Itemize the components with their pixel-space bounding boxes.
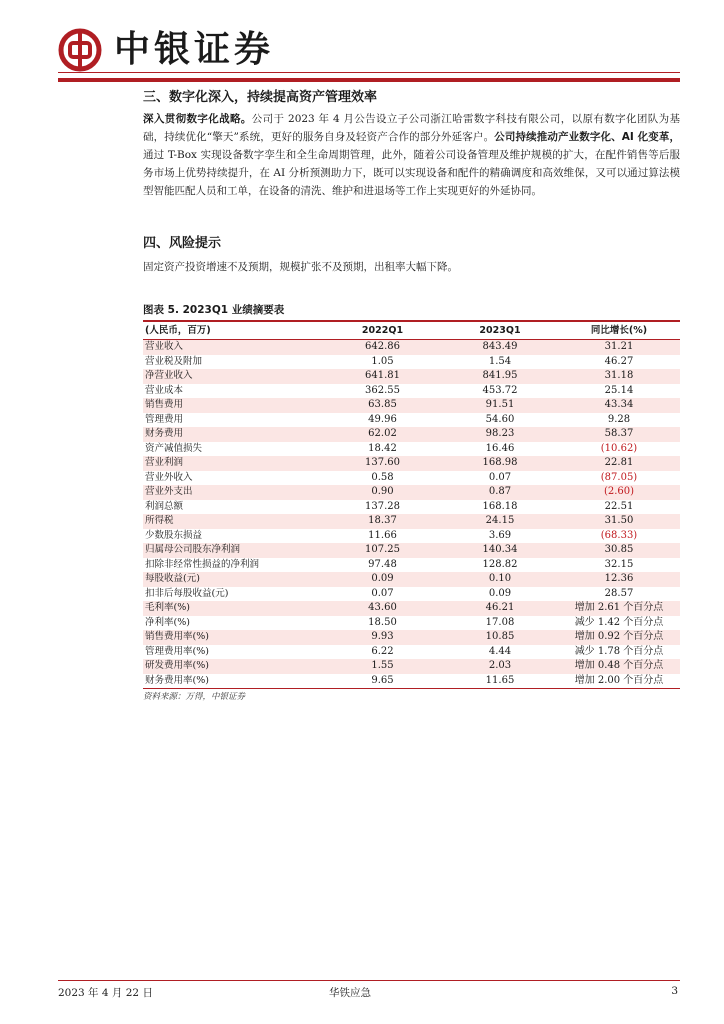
header-unit: (人民币，百万) <box>143 323 323 340</box>
row-label: 净营业收入 <box>143 369 323 384</box>
table-row <box>143 558 680 573</box>
row-label: 销售费用 <box>143 398 323 413</box>
value-2022q1: 0.09 <box>323 572 442 587</box>
footer-page-number: 3 <box>671 985 678 997</box>
value-2022q1: 63.85 <box>323 398 442 413</box>
value-2023q1: 10.85 <box>442 630 558 645</box>
value-2022q1: 362.55 <box>365 384 400 396</box>
table-title: 图表 5. 2023Q1 业绩摘要表 <box>143 302 680 322</box>
value-2023q1: 0.09 <box>488 587 512 599</box>
header-2022q1: 2022Q1 <box>323 323 442 340</box>
value-2023q1: 841.95 <box>442 369 558 384</box>
value-2022q1: 137.60 <box>323 456 442 471</box>
value-2022q1: 6.22 <box>371 645 394 657</box>
value-yoy: 43.34 <box>558 398 680 413</box>
value-2022q1: 642.86 <box>323 340 442 355</box>
q1-summary-table <box>143 323 680 689</box>
value-2023q1: 843.49 <box>442 340 558 355</box>
value-yoy: 22.51 <box>604 500 634 512</box>
value-2023q1: 0.87 <box>442 485 558 500</box>
row-label: 营业外支出 <box>143 485 323 500</box>
table-source: 资料来源：万得，中银证券 <box>143 692 246 702</box>
value-2022q1: 0.58 <box>371 471 394 483</box>
row-label: 营业外收入 <box>145 471 193 483</box>
value-yoy: 22.81 <box>558 456 680 471</box>
value-2023q1: 4.44 <box>488 645 512 657</box>
value-2023q1: 128.82 <box>482 558 518 570</box>
table-row <box>143 398 680 413</box>
table-row <box>143 616 680 631</box>
p1-bold-lead: 深入贯彻数字化战略。 <box>143 113 252 125</box>
table-row <box>143 645 680 660</box>
value-2023q1: 91.51 <box>442 398 558 413</box>
row-label: 净利率(%) <box>145 616 190 628</box>
row-label: 每股收益(元) <box>143 572 323 587</box>
row-label: 扣非后每股收益(元) <box>145 587 229 599</box>
row-label: 销售费用率(%) <box>143 630 323 645</box>
value-yoy: (87.05) <box>600 471 638 483</box>
value-2022q1: 62.02 <box>323 427 442 442</box>
value-2022q1: 18.50 <box>368 616 397 628</box>
header-2023q1: 2023Q1 <box>442 323 558 340</box>
value-yoy: 25.14 <box>604 384 634 396</box>
row-label: 营业税及附加 <box>145 355 203 367</box>
row-label: 管理费用 <box>145 413 184 425</box>
value-yoy: (10.62) <box>600 442 638 454</box>
table-row <box>143 456 680 471</box>
table-row <box>143 601 680 616</box>
bank-of-china-logo-icon <box>58 28 102 72</box>
table-row <box>143 427 680 442</box>
section-3-paragraph <box>143 110 680 200</box>
value-yoy: 9.28 <box>607 413 631 425</box>
row-label: 所得税 <box>143 514 323 529</box>
value-2023q1: 168.18 <box>482 500 518 512</box>
value-yoy: 46.27 <box>604 355 634 367</box>
value-2022q1: 9.93 <box>323 630 442 645</box>
value-yoy: (68.33) <box>600 529 638 541</box>
header-yoy: 同比增长(%) <box>558 323 680 340</box>
row-label: 利润总额 <box>145 500 184 512</box>
section-3-title: 三、数字化深入，持续提高资产管理效率 <box>143 90 378 105</box>
table-row <box>143 413 680 428</box>
table-row <box>143 587 680 602</box>
table-row <box>143 630 680 645</box>
row-label: 少数股东损益 <box>145 529 203 541</box>
header-rule-thin <box>58 72 680 73</box>
table-row <box>143 340 680 355</box>
value-2022q1: 43.60 <box>323 601 442 616</box>
value-2023q1: 0.07 <box>488 471 512 483</box>
table-row <box>143 659 680 674</box>
value-2023q1: 140.34 <box>442 543 558 558</box>
value-2022q1: 0.90 <box>323 485 442 500</box>
value-2022q1: 107.25 <box>323 543 442 558</box>
value-2022q1: 0.07 <box>371 587 394 599</box>
table-row <box>143 384 680 399</box>
value-2022q1: 18.42 <box>368 442 397 454</box>
value-2022q1: 1.05 <box>371 355 394 367</box>
table-row <box>143 369 680 384</box>
value-yoy: 31.18 <box>558 369 680 384</box>
row-label: 毛利率(%) <box>143 601 323 616</box>
value-yoy: 减少 1.78 个百分点 <box>574 645 664 657</box>
value-2023q1: 2.03 <box>442 659 558 674</box>
value-yoy: (2.60) <box>558 485 680 500</box>
value-2023q1: 98.23 <box>442 427 558 442</box>
value-2023q1: 54.60 <box>485 413 515 425</box>
row-label: 资产减值损失 <box>145 442 203 454</box>
table-row <box>143 485 680 500</box>
value-2023q1: 46.21 <box>442 601 558 616</box>
value-yoy: 12.36 <box>558 572 680 587</box>
value-2022q1: 18.37 <box>323 514 442 529</box>
value-yoy: 减少 1.42 个百分点 <box>574 616 664 628</box>
value-2023q1: 17.08 <box>485 616 515 628</box>
value-2023q1: 1.54 <box>488 355 512 367</box>
value-2023q1: 11.65 <box>442 674 558 689</box>
row-label: 扣除非经常性损益的净利润 <box>145 558 260 570</box>
value-yoy: 增加 2.00 个百分点 <box>558 674 680 689</box>
row-label: 管理费用率(%) <box>145 645 209 657</box>
table-row <box>143 543 680 558</box>
value-2022q1: 11.66 <box>368 529 397 541</box>
table-row <box>143 529 680 544</box>
p2-text: 通过 T-Box 实现设备数字孪生和全生命周期管理，此外，随着公司设备管理及维护规模的扩大，在配件销售等后服务市场上优势持续提升，在 AI 分析预测助力下，既可以实现设备和配件的精确调度和高效维保，又可以通过算法模型智能匹配人员和工单，在设备的清洗、维护和进退场等工作上实现更好的外延协同。 <box>143 149 680 197</box>
risk-text: 固定资产投资增速不及预期，规模扩张不及预期，出租率大幅下降。 <box>143 261 458 273</box>
value-2022q1: 9.65 <box>323 674 442 689</box>
value-2023q1: 168.98 <box>442 456 558 471</box>
table-row <box>143 514 680 529</box>
header-rule-thick <box>58 78 680 82</box>
table-row <box>143 572 680 587</box>
row-label: 营业利润 <box>143 456 323 471</box>
value-2022q1: 49.96 <box>368 413 397 425</box>
footer-rule <box>58 980 680 981</box>
row-label: 财务费用 <box>143 427 323 442</box>
page-header <box>0 0 724 86</box>
value-2022q1: 641.81 <box>323 369 442 384</box>
row-label: 归属母公司股东净利润 <box>143 543 323 558</box>
row-label: 营业成本 <box>145 384 184 396</box>
table-header-row <box>143 323 680 340</box>
footer-date: 2023 年 4 月 22 日 <box>58 987 153 999</box>
value-yoy: 增加 0.48 个百分点 <box>558 659 680 674</box>
row-label: 财务费用率(%) <box>143 674 323 689</box>
brand-name: 中银证券 <box>114 29 275 70</box>
value-2023q1: 16.46 <box>485 442 515 454</box>
p1-text: 公司于 2023 年 4 月公告设立子公司浙江哈雷数字科技有限公司，以原有数字化团队为基础，持续优化“擎天”系统，更好的服务自身及轻资产合作的部分外延客户。 <box>143 113 680 143</box>
section-4-title: 四、风险提示 <box>143 236 222 251</box>
table-row <box>143 442 680 457</box>
value-yoy: 30.85 <box>558 543 680 558</box>
value-yoy: 32.15 <box>604 558 634 570</box>
value-yoy: 58.37 <box>558 427 680 442</box>
value-yoy: 增加 2.61 个百分点 <box>558 601 680 616</box>
value-yoy: 31.21 <box>558 340 680 355</box>
table-row <box>143 471 680 486</box>
value-2022q1: 1.55 <box>323 659 442 674</box>
row-label: 营业收入 <box>143 340 323 355</box>
value-2023q1: 0.10 <box>442 572 558 587</box>
value-2022q1: 97.48 <box>368 558 397 570</box>
value-2023q1: 453.72 <box>482 384 518 396</box>
value-2022q1: 137.28 <box>365 500 400 512</box>
value-2023q1: 24.15 <box>442 514 558 529</box>
value-2023q1: 3.69 <box>488 529 512 541</box>
table-row <box>143 674 680 689</box>
table-row <box>143 355 680 370</box>
row-label: 研发费用率(%) <box>143 659 323 674</box>
value-yoy: 增加 0.92 个百分点 <box>558 630 680 645</box>
value-yoy: 28.57 <box>604 587 634 599</box>
value-yoy: 31.50 <box>558 514 680 529</box>
table-row <box>143 500 680 515</box>
p2-bold-lead: 公司持续推动产业数字化、AI 化变革， <box>494 131 680 143</box>
footer-report-name: 华铁应急 <box>329 987 371 999</box>
